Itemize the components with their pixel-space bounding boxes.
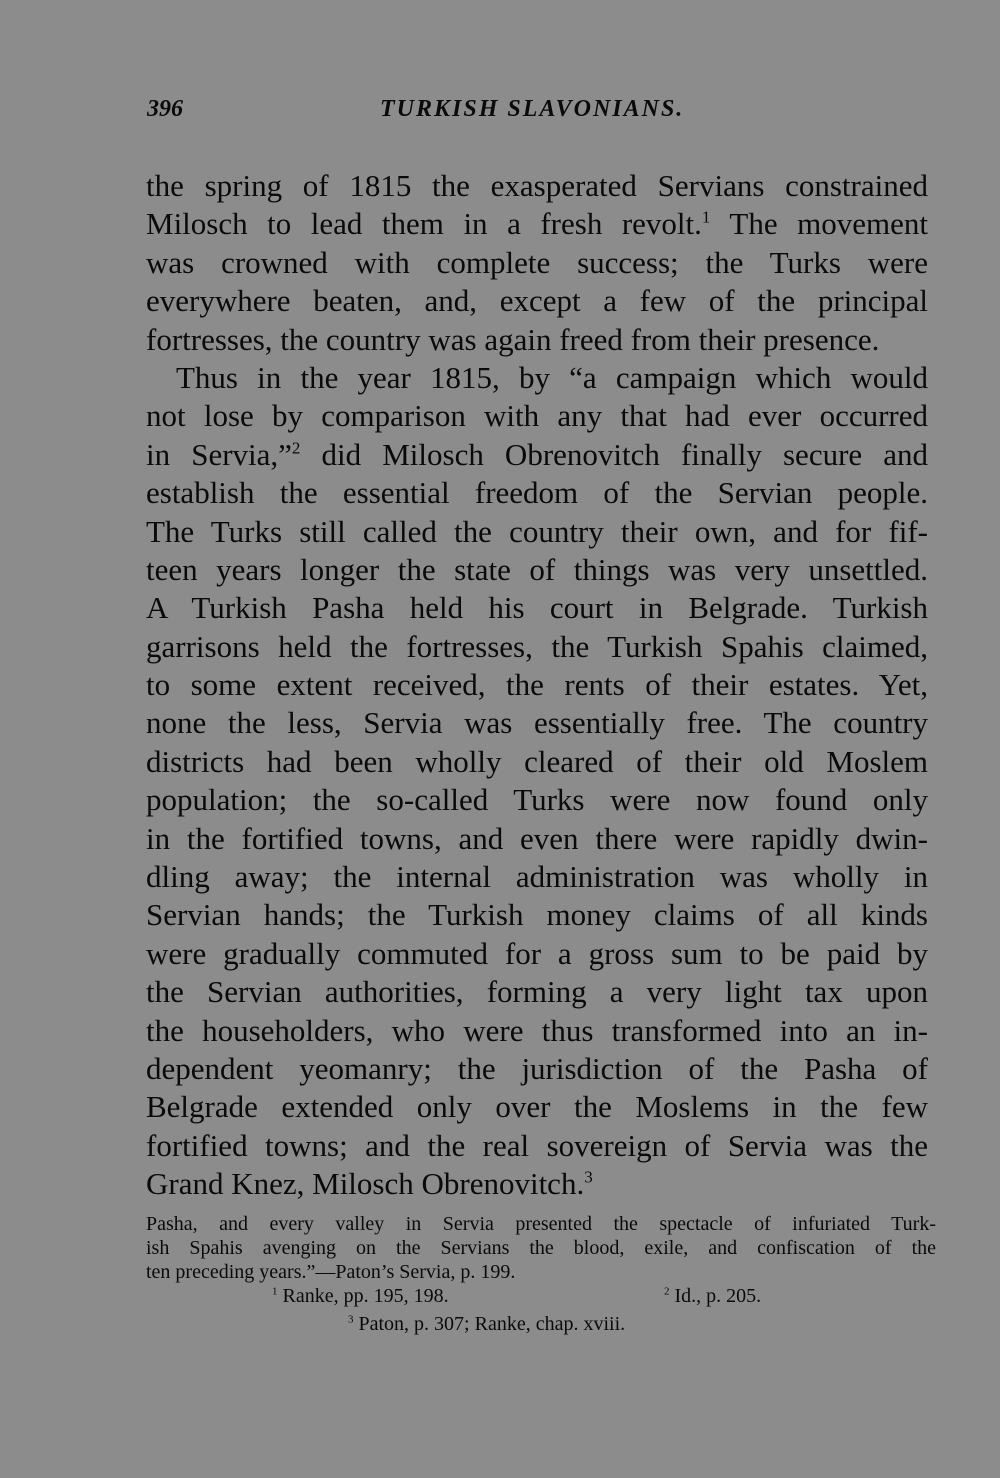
body-line-17: population; the so-called Turks were now found only [146, 782, 928, 818]
footnote-1 [272, 1284, 449, 1308]
body-line-4: everywhere beaten, and, except a few of the principal [146, 283, 928, 319]
body-line-9: establish the essential freedom of the Servian people. [146, 475, 928, 511]
footnote-mark-3: 3 [584, 1167, 593, 1187]
footnote-3-text: Paton, p. 307; Ranke, chap. xviii. [358, 1313, 626, 1335]
body-line-22: the Servian authorities, forming a very light tax upon [146, 974, 928, 1010]
body-line-7: not lose by comparison with any that had ever occurred [146, 398, 928, 434]
running-head: TURKISH SLAVONIANS. [380, 96, 685, 122]
body-line-16: districts had been wholly cleared of their old Moslem [146, 743, 928, 779]
footnote-mark-2: 2 [291, 438, 301, 458]
body-line-20: Servian hands; the Turkish money claims of all kinds [146, 897, 928, 933]
body-line-8-text: in Servia,” [146, 436, 292, 472]
body-line-13: garrisons held the fortresses, the Turkish Spahis claimed, [146, 628, 928, 664]
body-line-1: the spring of 1815 the exasperated Servians constrained [146, 168, 928, 203]
footnote-continued-line-3: ten preceding years.”—Paton’s Servia, p. 199. [146, 1261, 516, 1283]
body-text [146, 167, 928, 1204]
footnote-mark-1: 1 [701, 208, 711, 228]
body-line-27 [146, 1165, 928, 1203]
body-line-25: Belgrade extended only over the Moslems in the few [146, 1089, 928, 1125]
body-line-2 [146, 205, 928, 243]
footnotes [146, 1212, 936, 1336]
body-line-23: the householders, who were thus transformed into an in- [146, 1012, 928, 1048]
footnote-1-mark: 1 [272, 1285, 278, 1298]
body-line-2-rest: The movement [729, 206, 928, 242]
body-line-27-text: Grand Knez, Milosch Obrenovitch. [146, 1166, 585, 1202]
footnote-3 [146, 1312, 936, 1336]
footnote-refs-row [146, 1284, 936, 1312]
footnote-2-mark: 2 [664, 1285, 670, 1298]
body-line-12: A Turkish Pasha held his court in Belgrade. Turkish [146, 590, 928, 626]
footnote-continued-line-2: ish Spahis avenging on the Servians the blood, exile, and confiscation of the [146, 1237, 936, 1259]
body-line-15: none the less, Servia was essentially free. The country [146, 705, 928, 741]
page-header [0, 96, 1000, 136]
body-line-19: dling away; the internal administration was wholly in [146, 859, 928, 895]
body-line-3: was crowned with complete success; the Turks were [146, 244, 928, 280]
body-line-24: dependent yeomanry; the jurisdiction of the Pasha of [146, 1050, 928, 1086]
body-line-10: The Turks still called the country their own, and for fif- [146, 513, 928, 549]
body-line-6: Thus in the year 1815, by “a campaign which would [176, 359, 928, 395]
footnote-2 [664, 1284, 761, 1308]
page-number: 396 [147, 96, 183, 122]
body-line-8-rest: did Milosch Obrenovitch finally secure and [321, 436, 929, 472]
footnote-2-text: Id., p. 205. [674, 1285, 762, 1307]
body-line-18: in the fortified towns, and even there were rapidly dwin- [146, 820, 928, 856]
body-line-5: fortresses, the country was again freed from their presence. [146, 321, 880, 357]
footnote-3-mark: 3 [348, 1313, 354, 1326]
body-line-11: teen years longer the state of things was very unsettled. [146, 551, 928, 587]
footnote-1-text: Ranke, pp. 195, 198. [282, 1285, 449, 1307]
body-line-21: were gradually commuted for a gross sum to be paid by [146, 935, 928, 971]
body-line-2-text: Milosch to lead them in a fresh revolt. [146, 206, 702, 242]
body-line-26: fortified towns; and the real sovereign of Servia was the [146, 1127, 928, 1163]
body-line-8 [146, 436, 928, 474]
body-line-14: to some extent received, the rents of their estates. Yet, [146, 667, 928, 703]
footnote-continued-line-1: Pasha, and every valley in Servia presented the spectacle of infuriated Turk- [146, 1213, 936, 1235]
